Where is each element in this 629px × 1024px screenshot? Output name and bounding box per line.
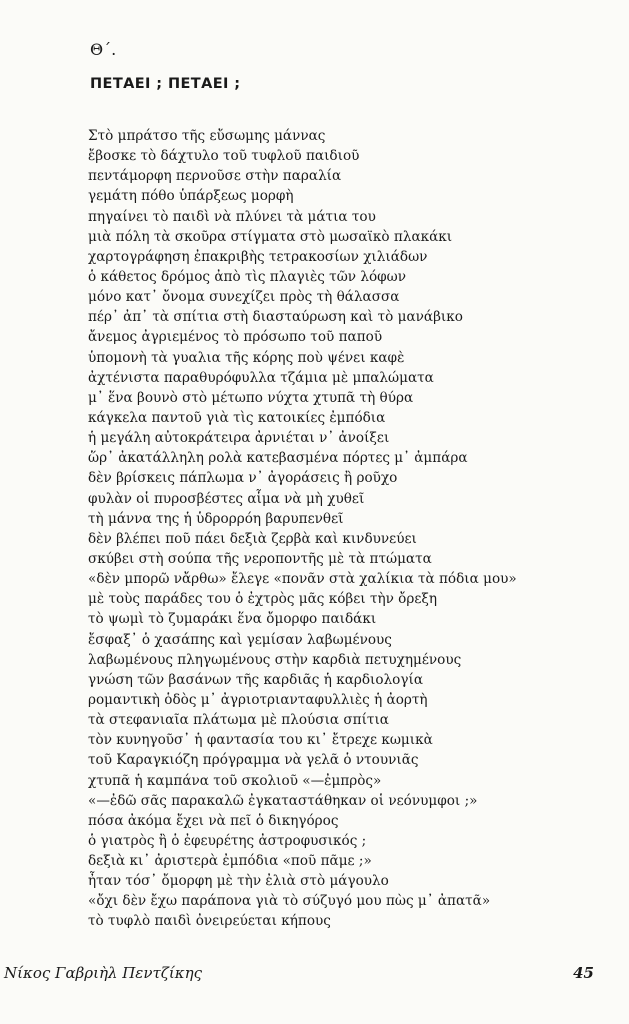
poem-line: ἡ μεγάλη αὐτοκράτειρα ἀρνιέται ν᾿ ἀνοίξει bbox=[88, 430, 390, 447]
poem-line: ἦταν τόσ᾿ ὄμορφη μὲ τὴν ἐλιὰ στὸ μάγουλο bbox=[88, 873, 389, 890]
poem-line: μὲ τοὺς παράδες του ὁ ἐχτρὸς μᾶς κόβει τὴν ὄρεξη bbox=[88, 591, 438, 608]
poem-body bbox=[88, 126, 517, 932]
poem-line: λαβωμένους πληγωμένους στὴν καρδιὰ πετυχημένους bbox=[88, 651, 462, 668]
poem-line: τοῦ Καραγκιόζη πρόγραμμα νὰ γελᾶ ὁ ντουνιᾶς bbox=[88, 752, 419, 769]
poem-line: ἔβοσκε τὸ δάχτυλο τοῦ τυφλοῦ παιδιοῦ bbox=[88, 148, 360, 165]
poem-line: δὲν βρίσκεις πάπλωμα ν᾿ ἀγοράσεις ἢ ροῦχο bbox=[88, 470, 398, 487]
poem-line: κάγκελα παντοῦ γιὰ τὶς κατοικίες ἐμπόδια bbox=[88, 409, 386, 426]
poem-line: «—ἐδῶ σᾶς παρακαλῶ ἐγκαταστάθηκαν οἱ νεόνυμφοι ;» bbox=[88, 792, 478, 809]
poem-line: μιὰ πόλη τὰ σκοῦρα στίγματα στὸ μωσαϊκὸ πλακάκι bbox=[88, 228, 453, 245]
poem-line: ρομαντικὴ ὁδὸς μ᾿ ἀγριοτριανταφυλλιὲς ἡ ἀορτὴ bbox=[88, 691, 428, 708]
poem-line: χαρτογράφηση ἐπακριβὴς τετρακοσίων χιλιάδων bbox=[88, 248, 428, 265]
poem-line: γεμάτη πόθο ὑπάρξεως μορφὴ bbox=[88, 188, 294, 205]
poem-line: δεξιὰ κι᾿ ἀριστερὰ ἐμπόδια «ποῦ πᾶμε ;» bbox=[88, 853, 372, 870]
poem-line: «δὲν μπορῶ νἄρθω» ἔλεγε «πονᾶν στὰ χαλίκια τὰ πόδια μου» bbox=[88, 571, 517, 588]
poem-line: γνώση τῶν βασάνων τῆς καρδιᾶς ἡ καρδιολογία bbox=[88, 671, 423, 688]
poem-line: τὰ στεφανιαῖα πλάτωμα μὲ πλούσια σπίτια bbox=[88, 712, 389, 729]
poem-line: ἀχτένιστα παραθυρόφυλλα τζάμια μὲ μπαλώματα bbox=[88, 369, 434, 386]
poem-line: χτυπᾶ ἡ καμπάνα τοῦ σκολιοῦ «—ἐμπρὸς» bbox=[88, 772, 382, 789]
section-number: Θ΄. bbox=[90, 40, 117, 59]
poem-line: Στὸ μπράτσο τῆς εὔσωμης μάννας bbox=[88, 128, 326, 144]
poem-line: ὑπομονὴ τὰ γυαλια τῆς κόρης ποὺ ψένει καφὲ bbox=[88, 349, 405, 366]
poem-line: πεντάμορφη περνοῦσε στὴν παραλία bbox=[88, 168, 342, 185]
poem-line: ὥρ᾿ ἀκατάλληλη ρολὰ κατεβασμένα πόρτες μ᾿ ἀμπάρα bbox=[88, 450, 468, 467]
poem-line: ὁ κάθετος δρόμος ἀπὸ τὶς πλαγιὲς τῶν λόφων bbox=[88, 268, 407, 285]
poem-line: τὸν κυνηγοῦσ᾿ ἡ φαντασία του κι᾿ ἔτρεχε κωμικὰ bbox=[88, 732, 433, 749]
poem-line: τὸ τυφλὸ παιδὶ ὀνειρεύεται κήπους bbox=[88, 913, 331, 930]
poem-line: τὴ μάννα της ἡ ὑδρορρόη βαρυπενθεῖ bbox=[88, 510, 344, 527]
poem-line: πηγαίνει τὸ παιδὶ νὰ πλύνει τὰ μάτια του bbox=[88, 208, 376, 225]
poem-line: ἄνεμος ἀγριεμένος τὸ πρόσωπο τοῦ παποῦ bbox=[88, 329, 383, 346]
poem-line: πέρ᾿ ἀπ᾿ τὰ σπίτια στὴ διασταύρωση καὶ τὸ μανάβικο bbox=[88, 309, 463, 326]
poem-line: φυλὰν οἱ πυροσβέστες αἷμα νὰ μὴ χυθεῖ bbox=[88, 490, 365, 507]
poem-line: πόσα ἀκόμα ἔχει νὰ πεῖ ὁ δικηγόρος bbox=[88, 812, 339, 829]
poem-line: «ὄχι δὲν ἔχω παράπονα γιὰ τὸ σύζυγό μου πὼς μ᾿ ἀπατᾶ» bbox=[88, 893, 491, 910]
poem-line: σκύβει στὴ σούπα τῆς νεροποντῆς μὲ τὰ πτώματα bbox=[88, 550, 432, 567]
poem-line: δὲν βλέπει ποῦ πάει δεξιὰ ζερβὰ καὶ κινδυνεύει bbox=[88, 530, 417, 547]
poem-line: μ᾿ ἕνα βουνὸ στὸ μέτωπο νύχτα χτυπᾶ τὴ θύρα bbox=[88, 389, 414, 406]
page-number: 45 bbox=[573, 964, 594, 982]
poem-title: ΠΕΤΑΕΙ ; ΠΕΤΑΕΙ ; bbox=[90, 76, 241, 92]
poem-line: τὸ ψωμὶ τὸ ζυμαράκι ἕνα ὄμορφο παιδάκι bbox=[88, 611, 377, 628]
poem-line: ἔσφαξ᾿ ὁ χασάπης καὶ γεμίσαν λαβωμένους bbox=[88, 631, 392, 648]
poem-line: ὁ γιατρὸς ἢ ὁ ἐφευρέτης ἀστροφυσικός ; bbox=[88, 832, 367, 849]
footer-author: Νίκος Γαβριὴλ Πεντζίκης bbox=[4, 964, 202, 982]
poem-line: μόνο κατ᾿ ὄνομα συνεχίζει πρὸς τὴ θάλασσα bbox=[88, 289, 400, 306]
